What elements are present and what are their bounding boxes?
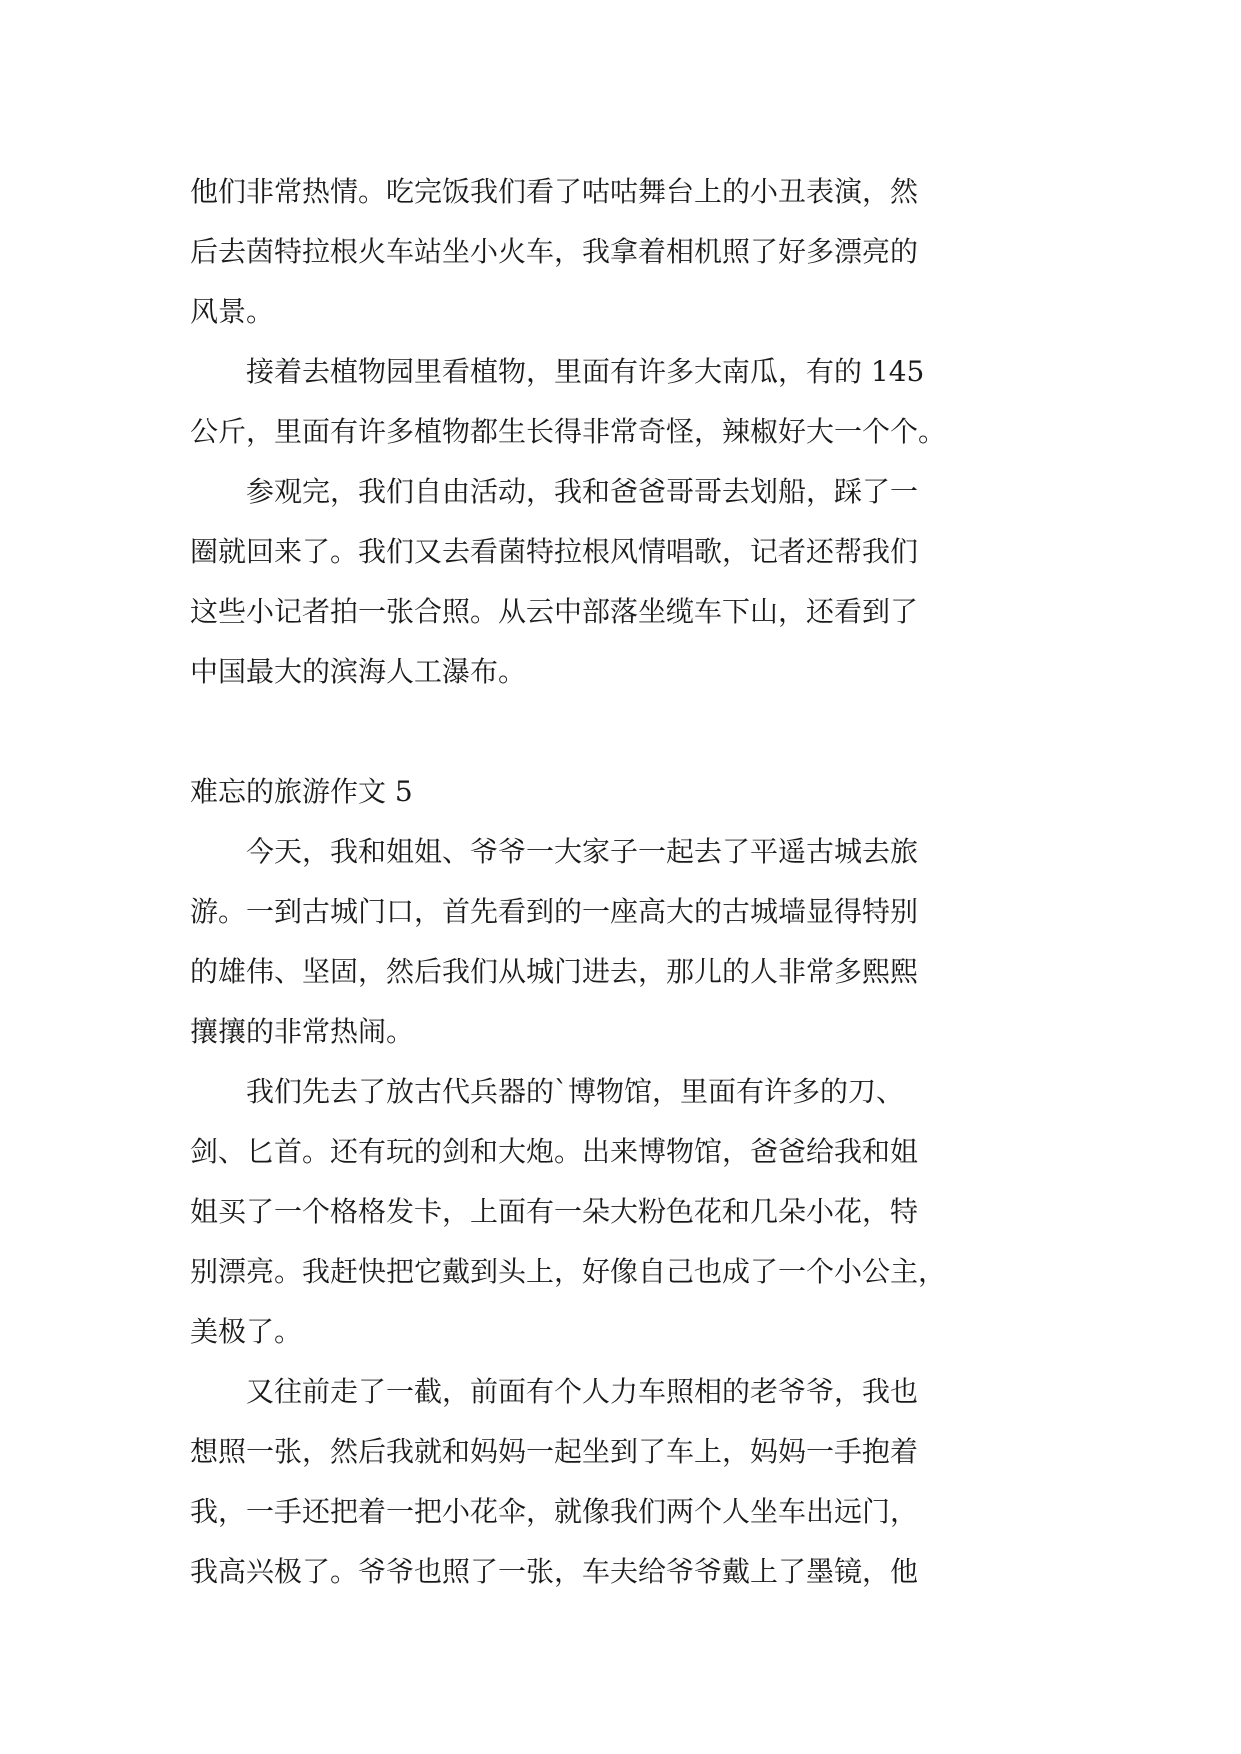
text-line: 剑、匕首。还有玩的剑和大炮。出来博物馆，爸爸给我和姐	[190, 1135, 919, 1168]
paragraph-free-activity	[190, 462, 1052, 702]
document-body	[190, 162, 1052, 1602]
text-line: 姐买了一个格格发卡，上面有一朵大粉色花和几朵小花，特	[190, 1195, 919, 1228]
text-line: 我高兴极了。爷爷也照了一张，车夫给爷爷戴上了墨镜，他	[190, 1555, 919, 1588]
paragraph-continuation	[190, 162, 1052, 342]
text-line: 他们非常热情。吃完饭我们看了咕咕舞台上的小丑表演，然	[190, 175, 919, 208]
text-line: 想照一张，然后我就和妈妈一起坐到了车上，妈妈一手抱着	[190, 1435, 919, 1468]
text-line: 又往前走了一截，前面有个人力车照相的老爷爷，我也	[246, 1375, 919, 1408]
text-line: 公斤，里面有许多植物都生长得非常奇怪，辣椒好大一个个。	[190, 415, 947, 448]
paragraph-museum	[190, 1062, 1052, 1362]
text-line: 我们先去了放古代兵器的`博物馆，里面有许多的刀、	[246, 1075, 905, 1108]
text-line: 后去茵特拉根火车站坐小火车，我拿着相机照了好多漂亮的	[190, 235, 919, 268]
paragraph-rickshaw	[190, 1362, 1052, 1602]
text-line: 攘攘的非常热闹。	[190, 1015, 415, 1048]
text-line: 风景。	[190, 295, 275, 328]
paragraph-botanical-garden	[190, 342, 1052, 462]
text-line: 的雄伟、坚固，然后我们从城门进去，那儿的人非常多熙熙	[190, 955, 919, 988]
text-line: 中国最大的滨海人工瀑布。	[190, 655, 527, 688]
text-line: 美极了。	[190, 1315, 303, 1348]
text-line: 接着去植物园里看植物，里面有许多大南瓜，有的 145	[246, 355, 925, 388]
text-line: 圈就回来了。我们又去看菌特拉根风情唱歌，记者还帮我们	[190, 535, 919, 568]
paragraph-pingyao-intro	[190, 822, 1052, 1062]
text-line: 游。一到古城门口，首先看到的一座高大的古城墙显得特别	[190, 895, 919, 928]
text-line: 今天，我和姐姐、爷爷一大家子一起去了平遥古城去旅	[246, 835, 919, 868]
text-line: 我，一手还把着一把小花伞，就像我们两个人坐车出远门，	[190, 1495, 919, 1528]
text-line: 参观完，我们自由活动，我和爸爸哥哥去划船，踩了一	[246, 475, 919, 508]
text-line: 这些小记者拍一张合照。从云中部落坐缆车下山，还看到了	[190, 595, 919, 628]
text-line: 别漂亮。我赶快把它戴到头上，好像自己也成了一个小公主，	[190, 1255, 947, 1288]
section-title: 难忘的旅游作文 5	[190, 775, 413, 808]
